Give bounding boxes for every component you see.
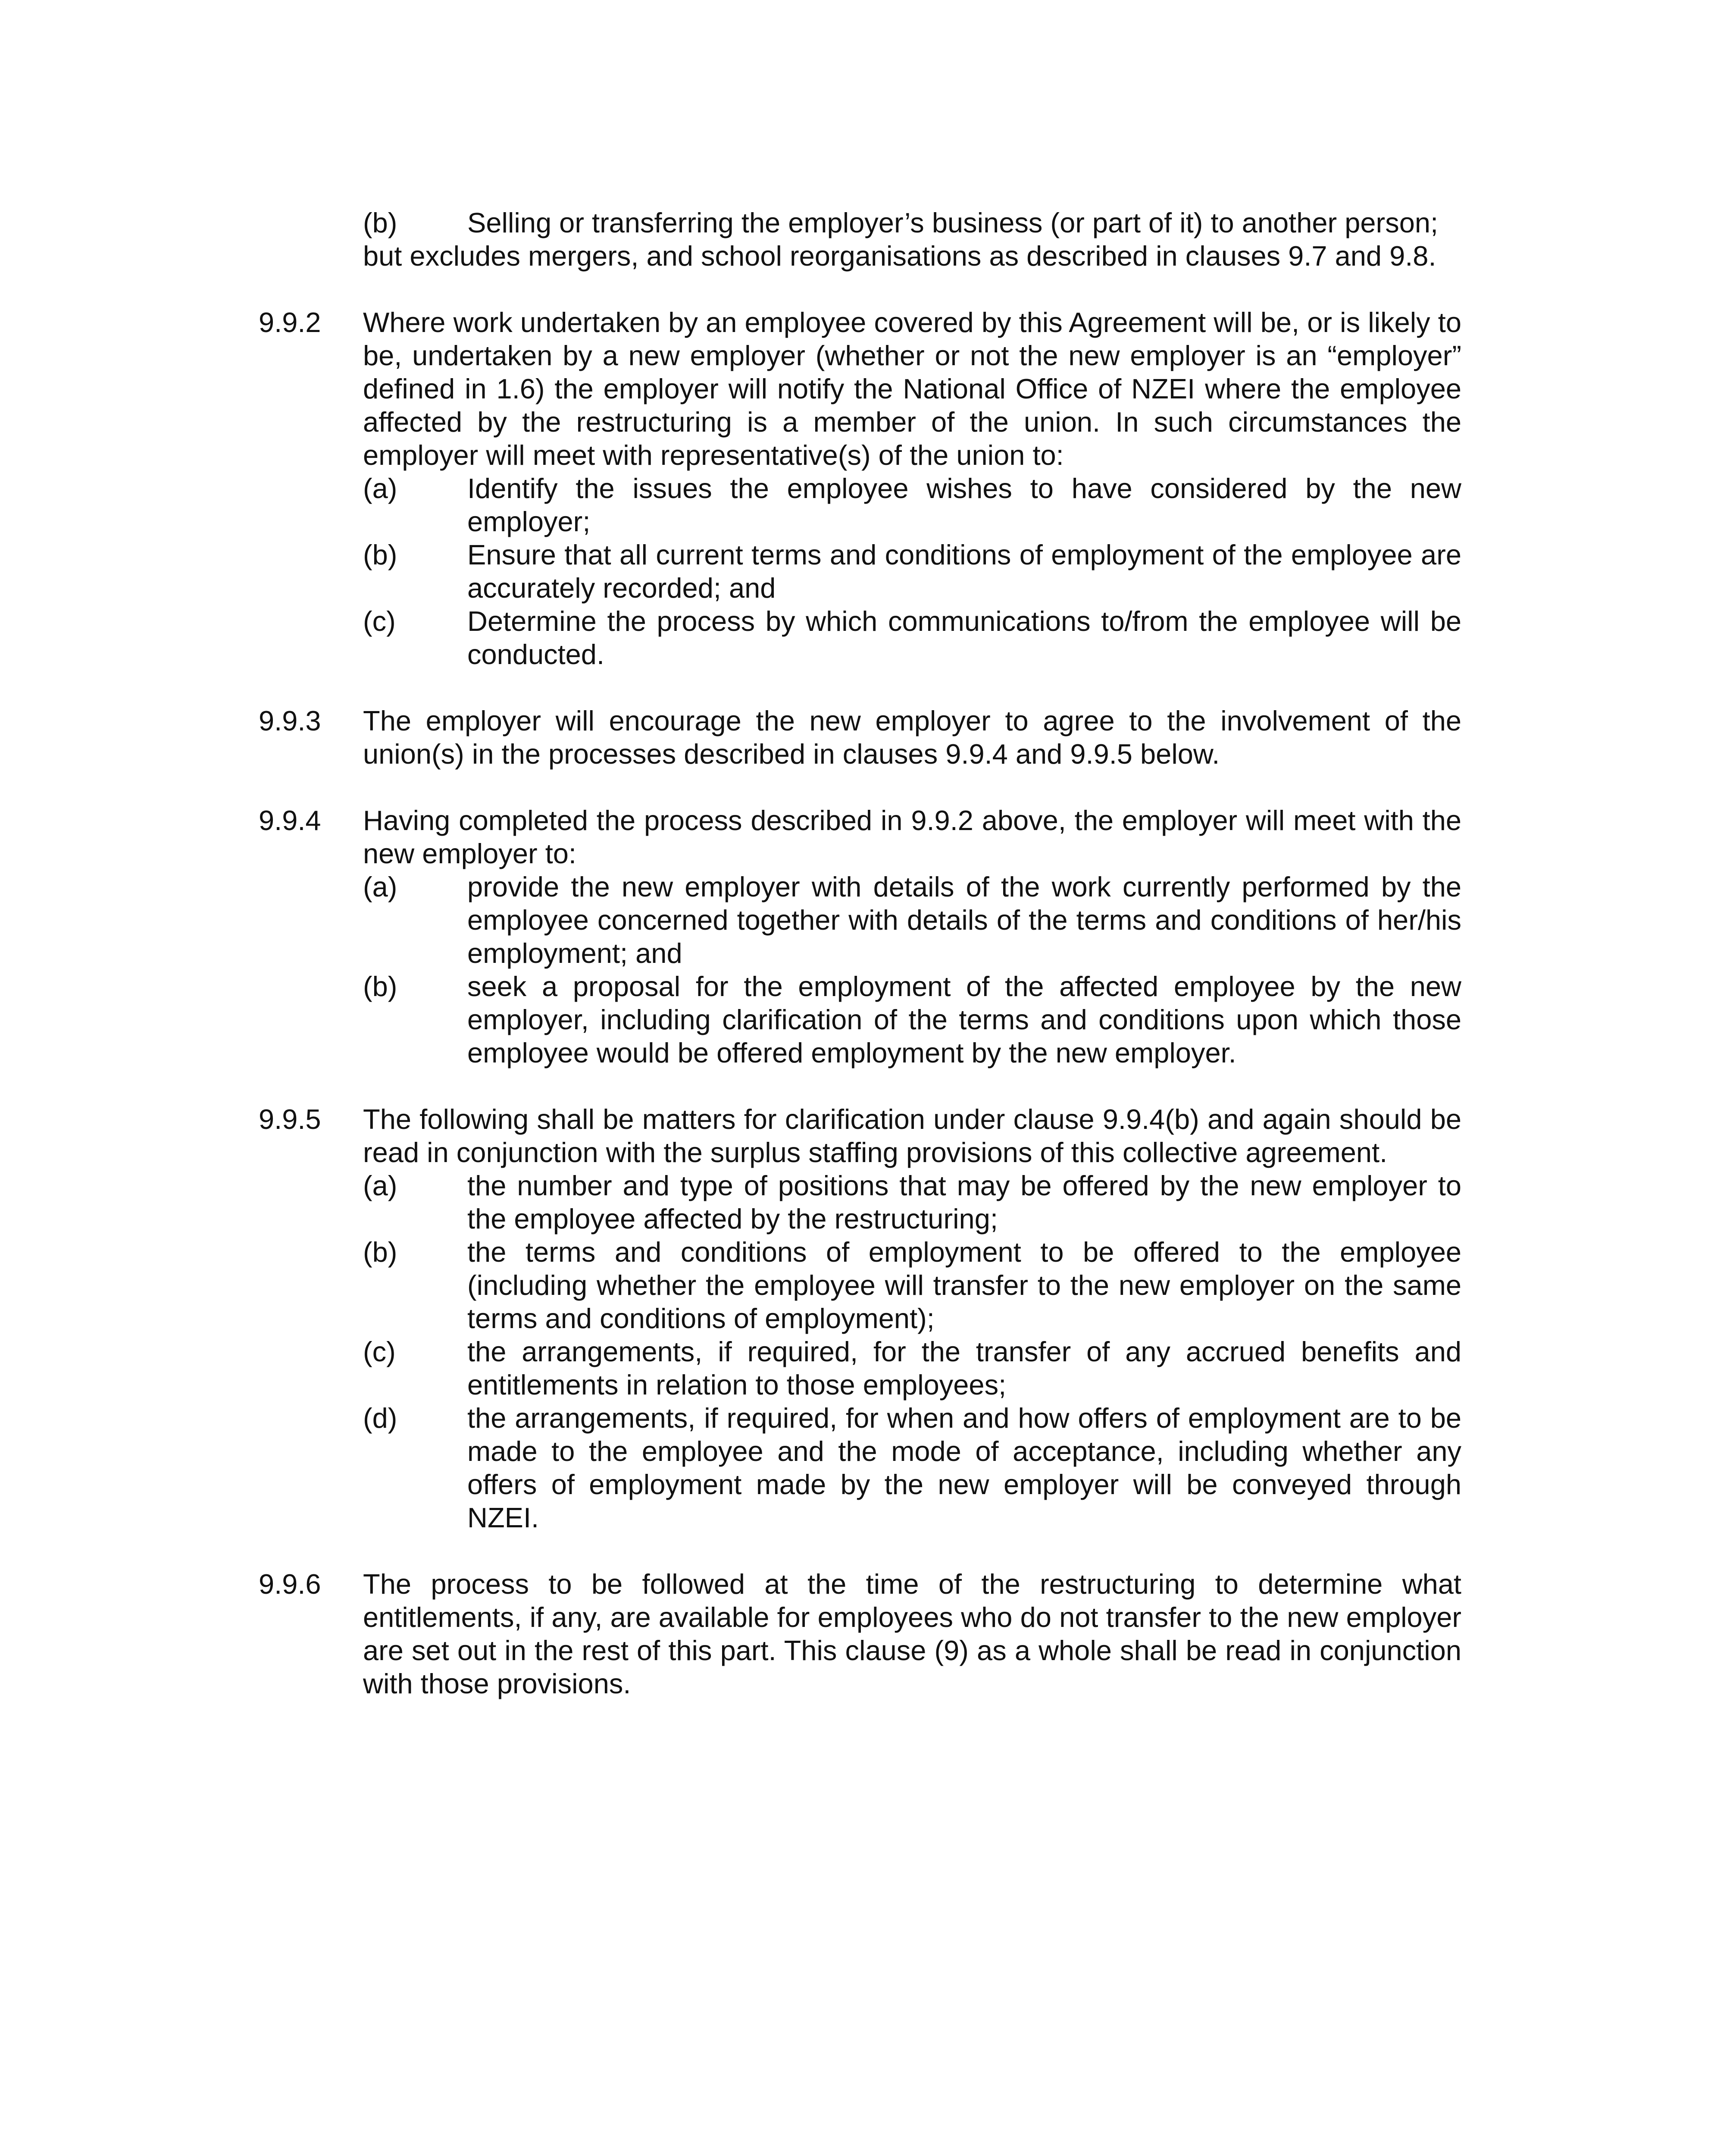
item-label: (b) — [363, 539, 397, 570]
clause-item — [363, 1235, 1461, 1335]
clause-item — [363, 472, 1461, 538]
item-text: the arrangements, if required, for when and how offers of employment are to be made to the employee and the mode of acceptance, including whether any offers of employment made by the new employer will be conveyed through NZEI. — [467, 1402, 1461, 1533]
clause-9-9-5 — [259, 1103, 1461, 1534]
clause-item — [363, 538, 1461, 605]
item-label: (b) — [363, 971, 397, 1002]
item-text: the terms and conditions of employment to be offered to the employee (including whether the employee will transfer to the new employer on the same terms and conditions of employment); — [467, 1236, 1461, 1334]
intro-trailer: but excludes mergers, and school reorganisations as described in clauses 9.7 and 9.8. — [363, 240, 1436, 272]
item-text: Identify the issues the employee wishes to have considered by the new employer; — [467, 473, 1461, 537]
clause-item — [363, 870, 1461, 970]
clause-9-9-4 — [259, 804, 1461, 1069]
item-text: Ensure that all current terms and conditions of employment of the employee are accurately recorded; and — [467, 539, 1461, 604]
clause-number: 9.9.3 — [259, 705, 321, 736]
item-text: Selling or transferring the employer’s business (or part of it) to another person; — [467, 207, 1439, 238]
item-label: (b) — [363, 207, 397, 238]
clause-item — [363, 605, 1461, 671]
clause-9-9-2 — [259, 306, 1461, 671]
clause-item — [363, 1335, 1461, 1401]
item-label: (c) — [363, 1336, 396, 1367]
clause-text: Where work undertaken by an employee covered by this Agreement will be, or is likely to be, undertaken by a new employer (whether or not the new employer is an “employer” defined in 1.6) the employer will notify the National Office of NZEI where the employee affected by the restructuring is a member of the union. In such circumstances the employer will meet with representative(s) of the union to: — [363, 307, 1461, 471]
intro-item-b — [363, 206, 1461, 239]
intro-continuation — [259, 206, 1461, 273]
clause-9-9-3 — [259, 704, 1461, 771]
clause-number: 9.9.2 — [259, 307, 321, 338]
document-body — [259, 206, 1461, 1733]
clause-number: 9.9.4 — [259, 805, 321, 836]
clause-text: The process to be followed at the time of the restructuring to determine what entitlements, if any, are available for employees who do not transfer to the new employer are set out in the rest of this part. This clause (9) as a whole shall be read in conjunction with those provisions. — [363, 1568, 1461, 1699]
clause-item — [363, 1169, 1461, 1235]
clause-9-9-6 — [259, 1567, 1461, 1700]
clause-item — [363, 1401, 1461, 1534]
item-label: (a) — [363, 1170, 397, 1201]
item-label: (d) — [363, 1402, 397, 1434]
item-text: provide the new employer with details of the work currently performed by the employee concerned together with details of the terms and conditions of her/his employment; and — [467, 871, 1461, 969]
clause-text: Having completed the process described in 9.9.2 above, the employer will meet with the new employer to: — [363, 805, 1461, 869]
clause-number: 9.9.6 — [259, 1568, 321, 1600]
clause-text: The following shall be matters for clarification under clause 9.9.4(b) and again should be read in conjunction with the surplus staffing provisions of this collective agreement. — [363, 1103, 1461, 1168]
item-label: (b) — [363, 1236, 397, 1268]
item-text: seek a proposal for the employment of the affected employee by the new employer, including clarification of the terms and conditions upon which those employee would be offered employment by the new employer. — [467, 971, 1461, 1069]
item-label: (a) — [363, 473, 397, 504]
item-text: Determine the process by which communications to/from the employee will be conducted. — [467, 605, 1461, 670]
item-text: the arrangements, if required, for the transfer of any accrued benefits and entitlements in relation to those employees; — [467, 1336, 1461, 1401]
item-label: (c) — [363, 605, 396, 637]
item-label: (a) — [363, 871, 397, 903]
item-text: the number and type of positions that may be offered by the new employer to the employee affected by the restructuring; — [467, 1170, 1461, 1235]
clause-number: 9.9.5 — [259, 1103, 321, 1135]
clause-item — [363, 970, 1461, 1069]
clause-text: The employer will encourage the new employer to agree to the involvement of the union(s) in the processes described in clauses 9.9.4 and 9.9.5 below. — [363, 705, 1461, 770]
